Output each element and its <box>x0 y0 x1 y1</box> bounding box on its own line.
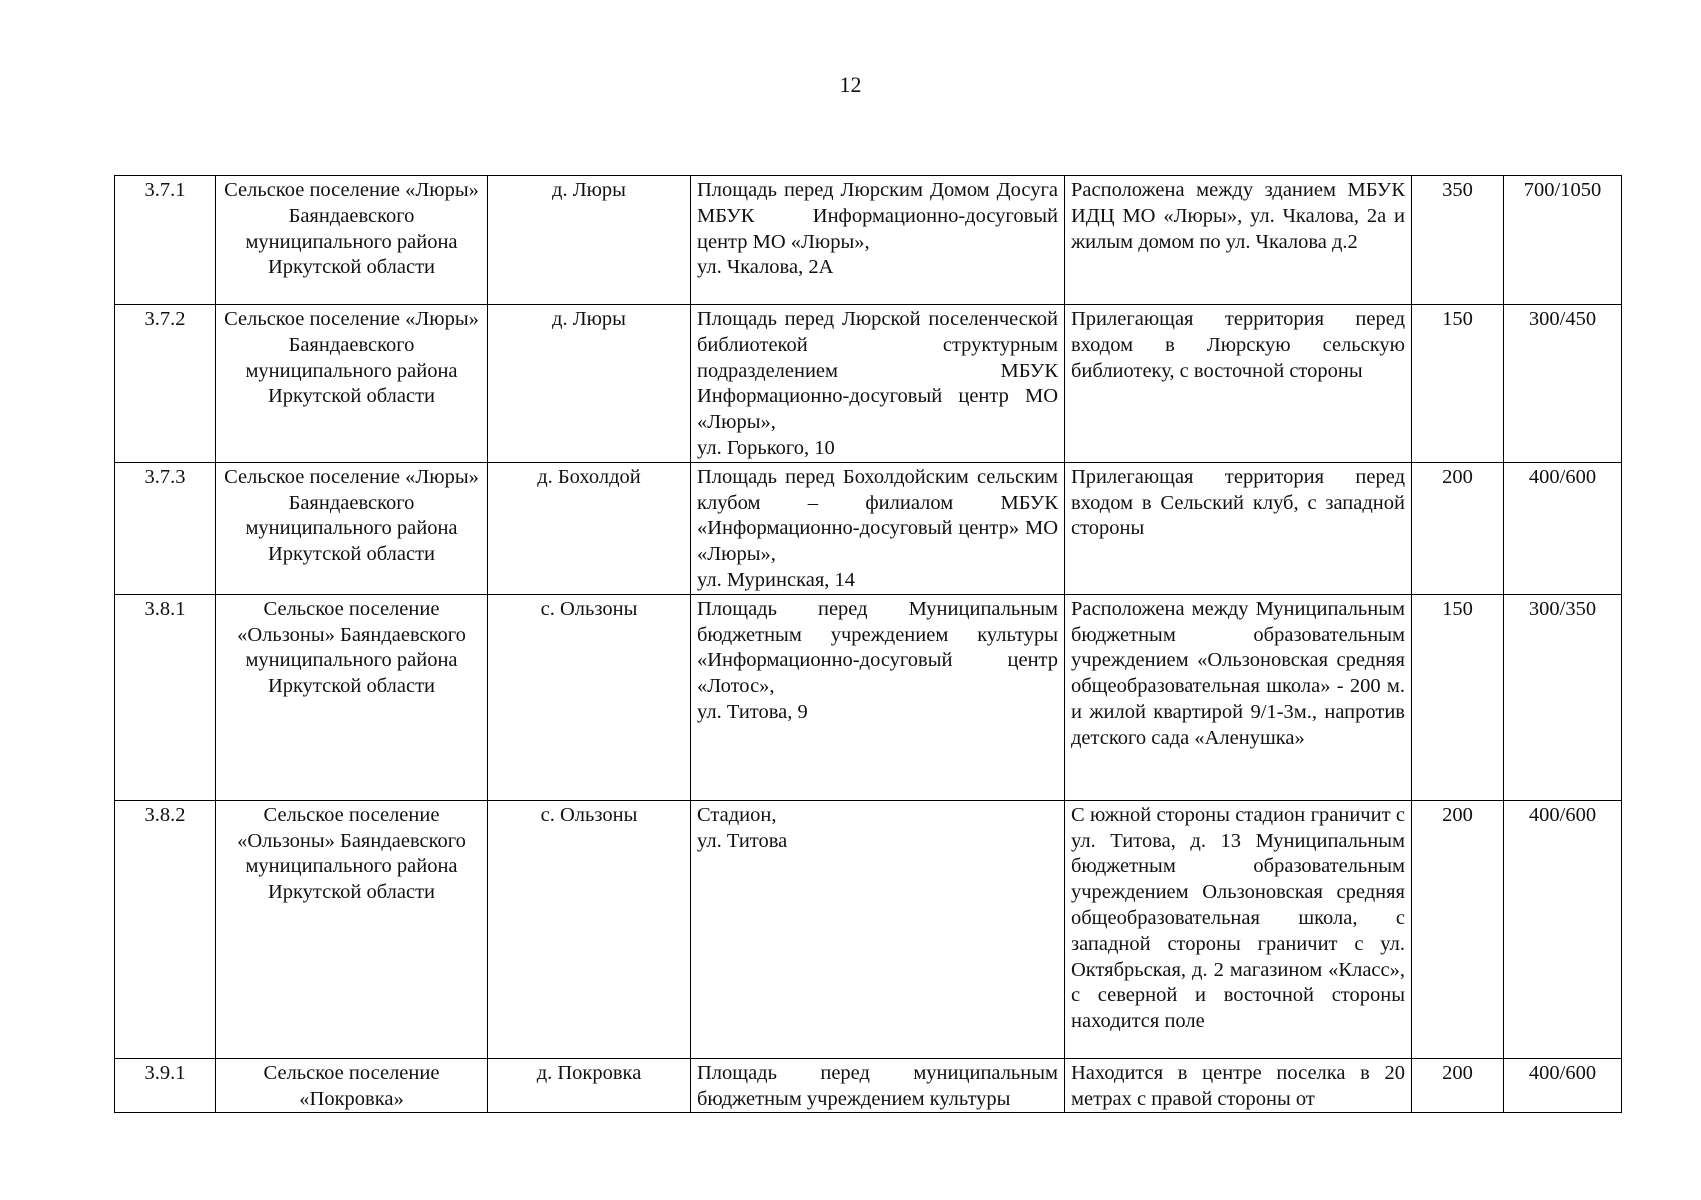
table-row <box>115 1058 1622 1113</box>
place-address: ул. Муринская, 14 <box>697 568 856 591</box>
place-name: Площадь перед Люрской поселенческой библиотекой структурным подразделением МБУК Информационно-досуговый центр МО «Люры», <box>697 308 1058 434</box>
place-cell <box>691 462 1065 594</box>
locality-name: д. Люры <box>488 305 691 463</box>
place-address: ул. Горького, 10 <box>697 436 835 459</box>
table-row <box>115 800 1622 1058</box>
settlement-name: Сельское поселение «Люры» Баяндаевского муниципального района Иркутской области <box>216 305 488 463</box>
locality-name: с. Ользоны <box>488 594 691 800</box>
place-cell <box>691 1058 1065 1113</box>
place-name: Площадь перед Муниципальным бюджетным учреждением культуры «Информационно-досуговый центр «Лотос», <box>697 597 1058 698</box>
row-number: 3.9.1 <box>115 1058 216 1113</box>
area-value: 200 <box>1412 1058 1504 1113</box>
capacity-value: 400/600 <box>1504 1058 1622 1113</box>
location-description: Находится в центре поселка в 20 метрах с правой стороны от <box>1065 1058 1412 1113</box>
place-address: ул. Титова, 9 <box>697 700 808 723</box>
row-number: 3.7.3 <box>115 462 216 594</box>
place-cell <box>691 176 1065 305</box>
area-value: 200 <box>1412 462 1504 594</box>
capacity-value: 400/600 <box>1504 462 1622 594</box>
locality-name: д. Люры <box>488 176 691 305</box>
table-row <box>115 462 1622 594</box>
locality-name: д. Покровка <box>488 1058 691 1113</box>
place-address: ул. Чкалова, 2А <box>697 256 834 279</box>
row-number: 3.7.1 <box>115 176 216 305</box>
location-description: Расположена между зданием МБУК ИДЦ МО «Люры», ул. Чкалова, 2а и жилым домом по ул. Чкалова д.2 <box>1065 176 1412 305</box>
capacity-value: 300/350 <box>1504 594 1622 800</box>
row-number: 3.8.1 <box>115 594 216 800</box>
place-address: ул. Титова <box>697 829 788 852</box>
place-name: Стадион, <box>697 803 777 826</box>
page-number: 12 <box>839 72 862 97</box>
settlement-name: Сельское поселение «Ользоны» Баяндаевского муниципального района Иркутской области <box>216 594 488 800</box>
place-name: Площадь перед муниципальным бюджетным учреждением культуры <box>697 1061 1058 1110</box>
area-value: 150 <box>1412 594 1504 800</box>
area-value: 200 <box>1412 800 1504 1058</box>
row-number: 3.7.2 <box>115 305 216 463</box>
capacity-value: 700/1050 <box>1504 176 1622 305</box>
location-description: Прилегающая территория перед входом в Люрскую сельскую библиотеку, с восточной стороны <box>1065 305 1412 463</box>
location-description: Расположена между Муниципальным бюджетным образовательным учреждением «Ользоновская средняя общеобразовательная школа» - 200 м. и жилой квартирой 9/1-3м., напротив детского сада «Аленушка» <box>1065 594 1412 800</box>
settlement-name: Сельское поселение «Ользоны» Баяндаевского муниципального района Иркутской области <box>216 800 488 1058</box>
location-description: С южной стороны стадион граничит с ул. Титова, д. 13 Муниципальным бюджетным образовательным учреждением Ользоновская средняя общеобразовательная школа, с западной стороны граничит с ул. Октябрьская, д. 2 магазином «Класс», с северной и восточной стороны находится поле <box>1065 800 1412 1058</box>
settlement-name: Сельское поселение «Люры» Баяндаевского муниципального района Иркутской области <box>216 176 488 305</box>
place-cell <box>691 594 1065 800</box>
location-description: Прилегающая территория перед входом в Сельский клуб, с западной стороны <box>1065 462 1412 594</box>
locality-name: с. Ользоны <box>488 800 691 1058</box>
area-value: 350 <box>1412 176 1504 305</box>
capacity-value: 300/450 <box>1504 305 1622 463</box>
place-cell <box>691 305 1065 463</box>
table-row <box>115 305 1622 463</box>
places-table <box>114 175 1622 1113</box>
place-name: Площадь перед Люрским Домом Досуга МБУК Информационно-досуговый центр МО «Люры», <box>697 179 1058 253</box>
locality-name: д. Бохолдой <box>488 462 691 594</box>
row-number: 3.8.2 <box>115 800 216 1058</box>
capacity-value: 400/600 <box>1504 800 1622 1058</box>
area-value: 150 <box>1412 305 1504 463</box>
table-row <box>115 594 1622 800</box>
place-name: Площадь перед Бохолдойским сельским клубом – филиалом МБУК «Информационно-досуговый центр» МО «Люры», <box>697 465 1058 566</box>
settlement-name: Сельское поселение «Люры» Баяндаевского муниципального района Иркутской области <box>216 462 488 594</box>
place-cell <box>691 800 1065 1058</box>
table-row <box>115 176 1622 305</box>
settlement-name: Сельское поселение «Покровка» <box>216 1058 488 1113</box>
